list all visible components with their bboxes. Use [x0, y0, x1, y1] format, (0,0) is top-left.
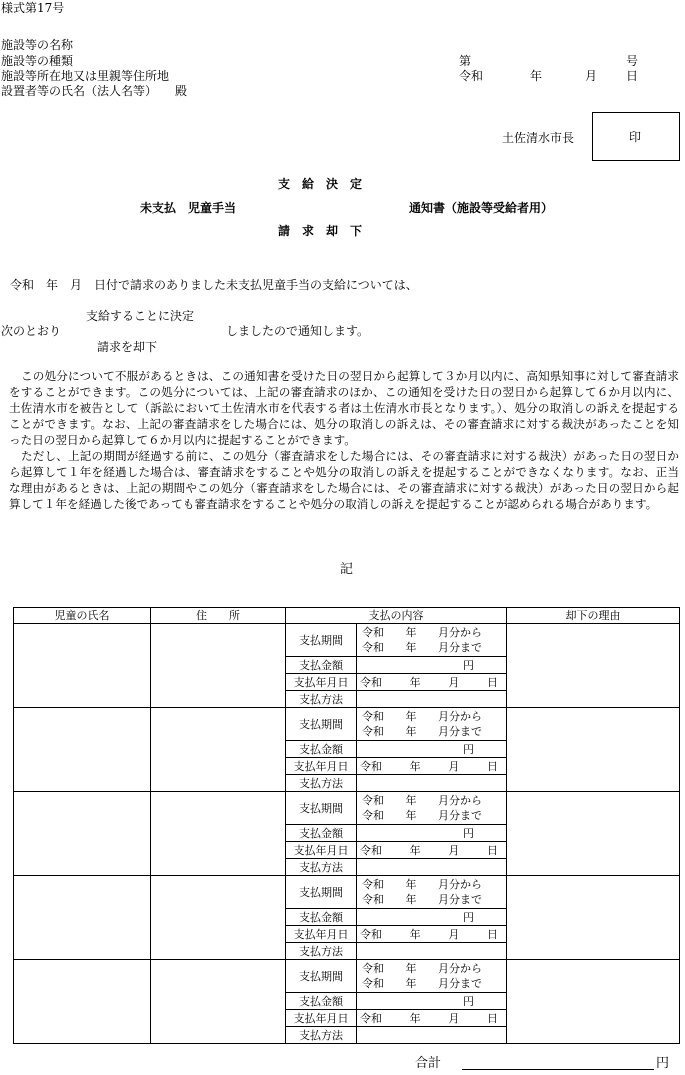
- month-from-text: 月分から: [438, 710, 482, 723]
- yen-unit: 円: [463, 658, 474, 672]
- reject-reason-cell[interactable]: [507, 708, 680, 792]
- period-value[interactable]: [357, 960, 507, 993]
- intro-text: 令和 年 月 日付で請求のありました未支払児童手当の支給については、: [10, 278, 418, 292]
- era-text: 令和: [362, 809, 384, 822]
- day-text: 日: [486, 927, 498, 941]
- year-text: 年: [405, 641, 417, 654]
- pay-date-label: 支払年月日: [286, 674, 357, 691]
- day-text: 日: [486, 759, 498, 773]
- method-value[interactable]: [357, 859, 507, 876]
- child-name-cell[interactable]: [14, 708, 151, 792]
- period-label: 支払期間: [286, 624, 357, 657]
- date-month: 月: [585, 69, 598, 83]
- decision-prefix: 次のとおり: [1, 324, 62, 338]
- table-row: [14, 792, 680, 825]
- year-text: 年: [409, 675, 421, 689]
- yen-unit: 円: [463, 910, 474, 924]
- month-to-text: 月分まで: [438, 809, 482, 822]
- amount-value[interactable]: [357, 993, 507, 1010]
- method-value[interactable]: [357, 1027, 507, 1044]
- amount-label: 支払金額: [286, 825, 357, 842]
- year-text: 年: [405, 893, 417, 906]
- reject-reason-cell[interactable]: [507, 960, 680, 1044]
- founder-name-label: 設置者等の氏名（法人名等） 殿: [1, 84, 188, 98]
- address-cell[interactable]: [151, 708, 286, 792]
- decision-suffix: しましたので通知します。: [226, 324, 370, 338]
- month-from-text: 月分から: [438, 878, 482, 891]
- era-text: 令和: [360, 843, 382, 857]
- amount-label: 支払金額: [286, 657, 357, 674]
- month-from-text: 月分から: [438, 794, 482, 807]
- year-text: 年: [405, 794, 417, 807]
- header-address: 住 所: [151, 608, 286, 624]
- title-left: 未支払 児童手当: [140, 201, 237, 215]
- total-unit: 円: [656, 1056, 670, 1071]
- year-text: 年: [405, 977, 417, 990]
- facility-name-label: 施設等の名称: [1, 38, 74, 52]
- notice-paragraph-1: この処分について不服があるときは、この通知書を受けた日の翌日から起算して３か月以内に、高知県知事に対して審査請求をすることができます。この処分については、上記の審査請求のほか、この通知を受けた日の翌日から起算して６か月以内に、土佐清水市を被告として（訴訟において土佐清水市を代表する者は土佐清水市長となります。）、処分の取消しの訴えを提起することができます。なお、上記の審査請求をした場合には、処分の取消しの訴えは、その審査請求に対する裁決があったことを知った日の翌日から起算して６か月以内に提起することができます。: [9, 369, 679, 447]
- yen-unit: 円: [463, 826, 474, 840]
- header-reject-reason: 却下の理由: [507, 608, 680, 624]
- month-from-text: 月分から: [438, 626, 482, 639]
- period-value[interactable]: [357, 708, 507, 741]
- era-text: 令和: [362, 725, 384, 738]
- address-cell[interactable]: [151, 960, 286, 1044]
- era-text: 令和: [360, 759, 382, 773]
- facility-address-label: 施設等所在地又は里親等住所地: [1, 69, 170, 83]
- month-to-text: 月分まで: [438, 725, 482, 738]
- yen-unit: 円: [463, 994, 474, 1008]
- pay-date-label: 支払年月日: [286, 1010, 357, 1027]
- doc-number-suffix: 号: [626, 54, 639, 68]
- header-child-name: 児童の氏名: [14, 608, 151, 624]
- amount-value[interactable]: [357, 741, 507, 758]
- address-cell[interactable]: [151, 876, 286, 960]
- ki-heading: 記: [340, 562, 354, 577]
- month-to-text: 月分まで: [438, 977, 482, 990]
- child-name-cell[interactable]: [14, 876, 151, 960]
- amount-label: 支払金額: [286, 993, 357, 1010]
- seal-box: [592, 112, 680, 161]
- period-value[interactable]: [357, 876, 507, 909]
- period-label: 支払期間: [286, 960, 357, 993]
- facility-type-label: 施設等の種類: [1, 54, 74, 68]
- day-text: 日: [486, 675, 498, 689]
- year-text: 年: [409, 927, 421, 941]
- child-name-cell[interactable]: [14, 960, 151, 1044]
- year-text: 年: [405, 878, 417, 891]
- address-cell[interactable]: [151, 624, 286, 708]
- amount-label: 支払金額: [286, 741, 357, 758]
- era-text: 令和: [360, 927, 382, 941]
- year-text: 年: [409, 843, 421, 857]
- table-row: [14, 960, 680, 993]
- amount-label: 支払金額: [286, 909, 357, 926]
- yen-unit: 円: [463, 742, 474, 756]
- method-value[interactable]: [357, 943, 507, 960]
- year-text: 年: [405, 809, 417, 822]
- issuer-name: 土佐清水市長: [502, 131, 575, 145]
- year-text: 年: [405, 626, 417, 639]
- address-cell[interactable]: [151, 792, 286, 876]
- era-text: 令和: [360, 675, 382, 689]
- month-to-text: 月分まで: [438, 893, 482, 906]
- child-name-cell[interactable]: [14, 792, 151, 876]
- month-text: 月: [448, 1011, 460, 1025]
- pay-date-value[interactable]: [357, 674, 507, 691]
- period-label: 支払期間: [286, 792, 357, 825]
- decision-option-b: 請求を却下: [97, 340, 158, 354]
- date-year: 年: [530, 69, 543, 83]
- amount-value[interactable]: [357, 909, 507, 926]
- pay-date-label: 支払年月日: [286, 842, 357, 859]
- table-row: [14, 624, 680, 657]
- title-right: 通知書（施設等受給者用）: [409, 201, 554, 215]
- method-label: 支払方法: [286, 691, 357, 708]
- month-text: 月: [448, 843, 460, 857]
- reject-reason-cell[interactable]: [507, 876, 680, 960]
- child-name-cell[interactable]: [14, 624, 151, 708]
- pay-date-value[interactable]: [357, 758, 507, 775]
- form-number: 様式第17号: [1, 1, 65, 15]
- table-row: [14, 876, 680, 909]
- pay-date-value[interactable]: [357, 926, 507, 943]
- date-day: 日: [626, 69, 639, 83]
- era-text: 令和: [362, 977, 384, 990]
- month-text: 月: [448, 675, 460, 689]
- notice-block: [9, 368, 679, 512]
- reject-reason-cell[interactable]: [507, 624, 680, 708]
- year-text: 年: [409, 1011, 421, 1025]
- total-label: 合計: [415, 1056, 442, 1071]
- pay-date-label: 支払年月日: [286, 926, 357, 943]
- era-text: 令和: [362, 626, 384, 639]
- era-text: 令和: [362, 878, 384, 891]
- method-value[interactable]: [357, 775, 507, 792]
- pay-date-value[interactable]: [357, 842, 507, 859]
- year-text: 年: [405, 710, 417, 723]
- date-era: 令和: [459, 69, 484, 83]
- era-text: 令和: [362, 641, 384, 654]
- doc-number-prefix: 第: [459, 54, 472, 68]
- payment-table: [13, 607, 680, 1044]
- era-text: 令和: [362, 794, 384, 807]
- era-text: 令和: [360, 1011, 382, 1025]
- seal-text: 印: [629, 130, 642, 144]
- title-bottom: 請 求 却 下: [278, 224, 363, 238]
- month-text: 月: [448, 759, 460, 773]
- title-top: 支 給 決 定: [278, 177, 363, 191]
- period-label: 支払期間: [286, 876, 357, 909]
- method-label: 支払方法: [286, 859, 357, 876]
- period-value[interactable]: [357, 792, 507, 825]
- amount-value[interactable]: [357, 825, 507, 842]
- day-text: 日: [486, 1011, 498, 1025]
- month-from-text: 月分から: [438, 962, 482, 975]
- method-label: 支払方法: [286, 943, 357, 960]
- table-row: [14, 708, 680, 741]
- method-value[interactable]: [357, 691, 507, 708]
- pay-date-label: 支払年月日: [286, 758, 357, 775]
- period-value[interactable]: [357, 624, 507, 657]
- year-text: 年: [409, 759, 421, 773]
- reject-reason-cell[interactable]: [507, 792, 680, 876]
- month-text: 月: [448, 927, 460, 941]
- era-text: 令和: [362, 710, 384, 723]
- era-text: 令和: [362, 893, 384, 906]
- total-amount-line: [462, 1069, 654, 1070]
- era-text: 令和: [362, 962, 384, 975]
- method-label: 支払方法: [286, 1027, 357, 1044]
- method-label: 支払方法: [286, 775, 357, 792]
- month-to-text: 月分まで: [438, 641, 482, 654]
- day-text: 日: [486, 843, 498, 857]
- amount-value[interactable]: [357, 657, 507, 674]
- notice-paragraph-2: ただし、上記の期間が経過する前に、この処分（審査請求をした場合には、その審査請求に対する裁決）があった日の翌日から起算して１年を経過した場合は、審査請求をすることや処分の取消しの訴えを提起することができなくなります。なお、正当な理由があるときは、上記の期間やこの処分（審査請求をした場合には、その審査請求に対する裁決）があった日の翌日から起算して１年を経過した後であっても審査請求をすることや処分の取消しの訴えを提起することが認められる場合があります。: [9, 449, 679, 511]
- period-label: 支払期間: [286, 708, 357, 741]
- pay-date-value[interactable]: [357, 1010, 507, 1027]
- year-text: 年: [405, 962, 417, 975]
- header-payment-content: 支払の内容: [286, 608, 507, 624]
- year-text: 年: [405, 725, 417, 738]
- decision-option-a: 支給することに決定: [86, 309, 195, 323]
